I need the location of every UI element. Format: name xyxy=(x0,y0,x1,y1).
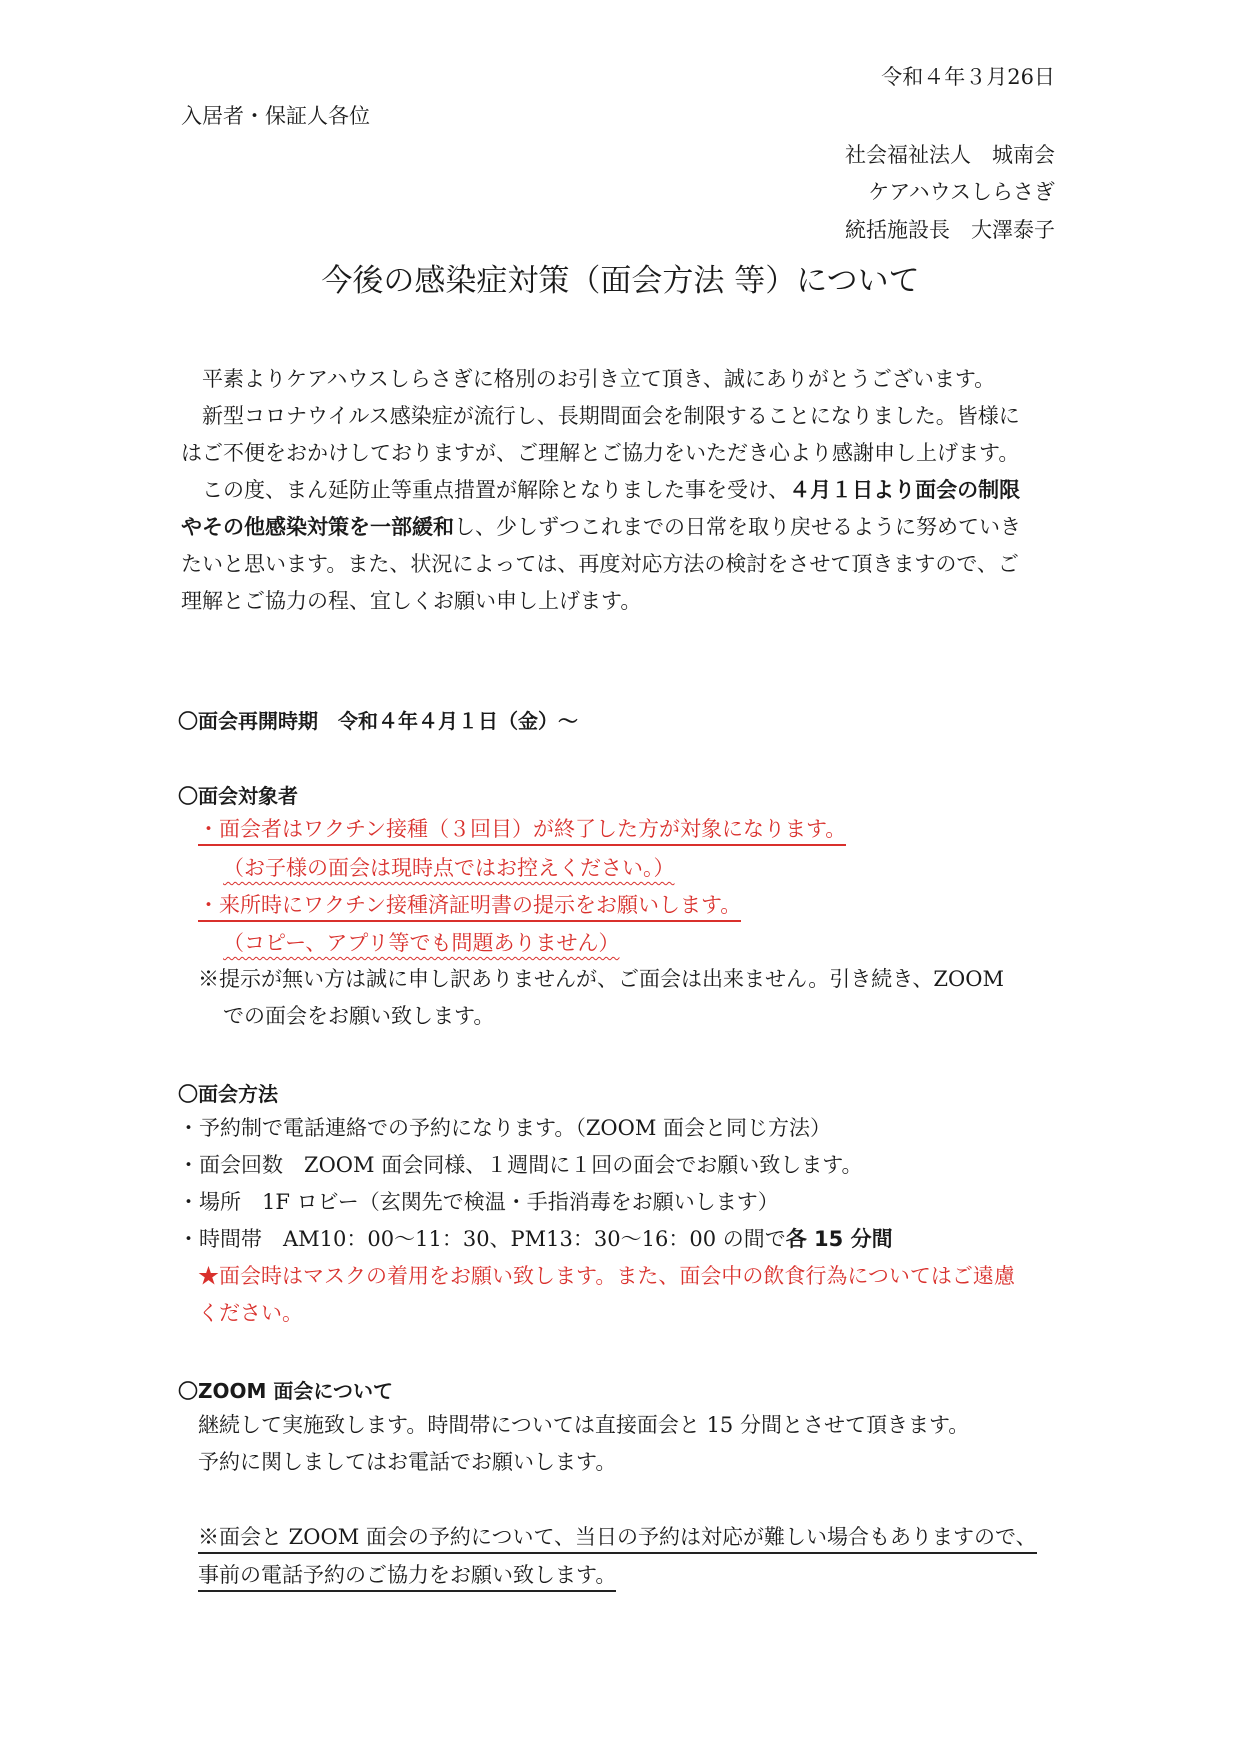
target-heading: 〇面会対象者 xyxy=(178,784,298,808)
intro-line-5-text: し、少しずつこれまでの日常を取り戻せるように努めていき xyxy=(454,515,1021,539)
reservation-notice-line-2 xyxy=(198,1562,616,1588)
intro-line-6: たいと思います。また、状況によっては、再度対応方法の検討をさせて頂きますので、ご xyxy=(181,552,1019,576)
target-item-vaccine xyxy=(198,816,846,842)
target-notice-line-2: での面会をお願い致します。 xyxy=(223,1004,495,1028)
intro-line-4-text: この度、まん延防止等重点措置が解除となりました事を受け、 xyxy=(202,478,790,502)
recipient-line: 入居者・保証人各位 xyxy=(181,104,370,128)
target-notice-line-1: ※提示が無い方は誠に申し訳ありませんが、ご面会は出来ません。引き続き、ZOOM xyxy=(198,967,1004,991)
sender-facility: ケアハウスしらさぎ xyxy=(868,180,1055,204)
reservation-notice-line-2-text: 事前の電話予約のご協力をお願い致します。 xyxy=(198,1563,616,1592)
method-item-location: ・場所 1F ロビー（玄関先で検温・手指消毒をお願いします） xyxy=(178,1190,779,1214)
intro-line-4 xyxy=(202,477,1020,503)
zoom-line-1: 継続して実施致します。時間帯については直接面会と 15 分間とさせて頂きます。 xyxy=(198,1413,970,1437)
document-title: 今後の感染症対策（面会方法 等）について xyxy=(321,263,920,299)
sender-organization: 社会福祉法人 城南会 xyxy=(845,143,1055,167)
method-item-time-duration: 各 15 分間 xyxy=(785,1227,893,1251)
intro-line-7: 理解とご協力の程、宜しくお願い申し上げます。 xyxy=(181,589,642,613)
intro-line-5 xyxy=(181,514,1021,540)
reservation-notice-line-1-text: ※面会と ZOOM 面会の予約について、当日の予約は対応が難しい場合もありますので、 xyxy=(198,1525,1037,1554)
method-item-time-text: ・時間帯 AM10：00～11：30、PM13：30～16：00 の間で xyxy=(178,1227,786,1251)
target-item-certificate xyxy=(198,892,741,918)
method-item-reservation: ・予約制で電話連絡での予約になります。（ZOOM 面会と同じ方法） xyxy=(178,1116,832,1140)
zoom-heading: 〇ZOOM 面会について xyxy=(178,1379,393,1403)
target-item-copy-note-text: （コピー、アプリ等でも問題ありません） xyxy=(223,931,620,955)
target-item-children-note xyxy=(223,855,675,881)
method-heading: 〇面会方法 xyxy=(178,1082,278,1106)
zoom-line-2: 予約に関しましてはお電話でお願いします。 xyxy=(198,1450,617,1474)
target-item-children-note-text: （お子様の面会は現時点ではお控えください。） xyxy=(223,856,675,880)
mask-warning-line-2: ください。 xyxy=(198,1301,303,1325)
resume-date-heading: 〇面会再開時期 令和４年４月１日（金）～ xyxy=(178,709,578,733)
sender-director: 統括施設長 大澤泰子 xyxy=(845,218,1055,242)
mask-warning-line-1: ★面会時はマスクの着用をお願い致します。また、面会中の飲食行為についてはご遠慮 xyxy=(198,1264,1015,1288)
document-date: 令和４年３月26日 xyxy=(881,65,1055,89)
target-item-certificate-text: ・来所時にワクチン接種済証明書の提示をお願いします。 xyxy=(198,893,741,922)
intro-line-3: はご不便をおかけしておりますが、ご理解とご協力をいただき心より感謝申し上げます。 xyxy=(181,441,1020,465)
reservation-notice-line-1 xyxy=(198,1524,1037,1550)
method-item-time xyxy=(178,1226,893,1252)
method-item-frequency: ・面会回数 ZOOM 面会同様、１週間に１回の面会でお願い致します。 xyxy=(178,1153,863,1177)
target-item-copy-note xyxy=(223,930,619,956)
intro-emphasis-1: ４月１日より面会の制限 xyxy=(789,478,1021,502)
intro-line-1: 平素よりケアハウスしらさぎに格別のお引き立て頂き、誠にありがとうございます。 xyxy=(202,367,996,391)
intro-line-2: 新型コロナウイルス感染症が流行し、長期間面会を制限することになりました。皆様に xyxy=(202,404,1020,428)
intro-emphasis-2: やその他感染対策を一部緩和 xyxy=(181,515,454,539)
target-item-vaccine-text: ・面会者はワクチン接種（３回目）が終了した方が対象になります。 xyxy=(198,817,846,846)
